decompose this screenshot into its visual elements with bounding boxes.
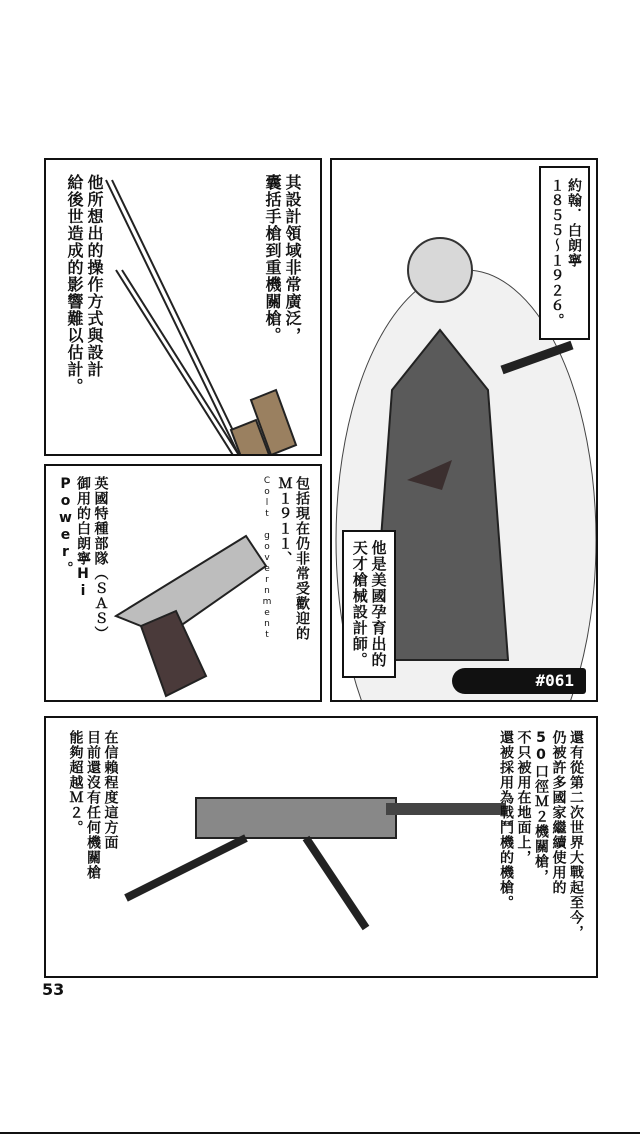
portrait-bottom-text [342,530,396,678]
pistol-text-1 [275,476,310,641]
machinegun-text-right [497,730,585,940]
rifle-text-1-line-1: 其設計領域非常廣泛， [283,174,302,344]
bottom-divider [0,1132,640,1134]
machinegun-text-right-line-2: 仍被許多國家繼續使用的 [550,730,567,895]
machinegun-text-left-line-1: 在信賴程度這方面 [102,730,119,850]
panel-portrait [330,158,598,702]
panel-pistol [44,464,322,702]
machinegun-text-right-line-3: 50口徑Ｍ２機關槍， [533,730,549,884]
portrait-caption-line-2: １８５５～１９２６。 [548,178,565,328]
portrait-caption-line-1: 約翰．白朗寧 [566,178,582,268]
pistol-text-1-line-1: 包括現在仍非常受歡迎的 [294,476,310,641]
machinegun-text-right-line-5: 還被採用為戰鬥機的機槍。 [498,730,514,910]
machinegun-text-left [66,730,119,880]
page-number: 53 [42,980,65,999]
portrait-caption [539,166,590,340]
panel-rifles [44,158,322,456]
pistol-text-2 [56,476,109,700]
machinegun-text-right-line-1: 還有從第二次世界大戰起至今， [568,730,584,940]
pistol-text-2-line-1: 英國特種部隊（ＳＡＳ） [92,476,109,641]
rifle-text-2-line-2: 給後世造成的影響難以估計。 [65,174,84,395]
badge-label: #061 [535,671,574,690]
pistol-small-note: Colt government [262,476,272,641]
rifle-text-1-line-2: 囊括手槍到重機關槍。 [263,174,282,344]
rifle-text-2-line-1: 他所想出的操作方式與設計 [85,174,104,378]
bullet-badge [452,668,586,694]
portrait-bottom-line-2: 天才槍械設計師。 [350,540,369,668]
pistol-text-2-line-2: 御用的白朗寧Hi Power。 [57,476,91,600]
pistol-text-1-line-2: Ｍ１９１１、 [276,476,293,566]
rifle-text-2 [64,174,104,395]
machinegun-text-left-line-3: 能夠超越Ｍ２。 [67,730,84,835]
machinegun-text-left-line-2: 目前還沒有任何機關槍 [85,730,101,880]
machinegun-text-right-line-4: 不只被用在地面上， [515,730,532,865]
rifle-text-1 [262,174,302,344]
panel-machinegun [44,716,598,978]
portrait-bottom-line-1: 他是美國孕育出的 [369,540,388,668]
